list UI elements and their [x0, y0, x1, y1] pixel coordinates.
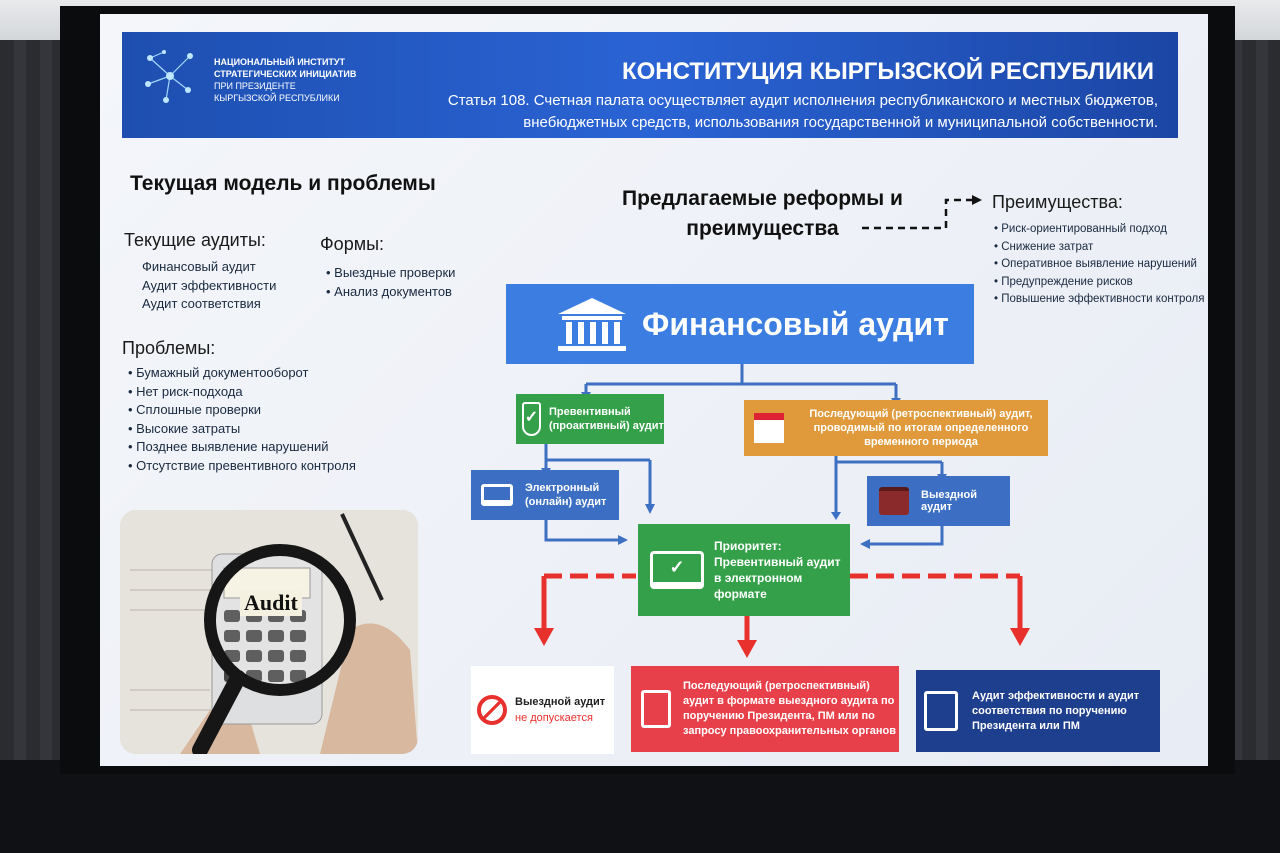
efficiency-compliance-audit-label: Аудит эффективности и аудит соответствия по поручению Президента или ПМ: [972, 689, 1140, 732]
list-item-text: Риск-ориентированный подход: [1001, 223, 1167, 235]
calendar-icon: [754, 413, 784, 443]
field-audit-box: [867, 476, 1010, 526]
list-item-text: Позднее выявление нарушений: [136, 439, 329, 454]
audit-label: Audit: [240, 590, 302, 616]
list-item: • Нет риск-подхода: [128, 383, 243, 399]
list-item: • Сплошные проверки: [128, 402, 262, 417]
reforms-heading-line-2: преимущества: [686, 217, 839, 240]
retrospective-audit-box: [744, 400, 1048, 456]
institute-line-2: СТРАТЕГИЧЕСКИХ ИНИЦИАТИВ: [214, 69, 357, 79]
list-item-text: Бумажный документооборот: [136, 365, 309, 380]
list-item: • Высокие затраты: [128, 420, 241, 436]
list-item: Аудит эффективности: [142, 277, 277, 293]
list-item-text: Выездные проверки: [334, 265, 456, 280]
electronic-audit-label: Электронный (онлайн) аудит: [525, 482, 607, 508]
retrospective-field-audit-box: [631, 666, 899, 752]
preventive-audit-label: Превентивный (проактивный) аудит: [548, 406, 664, 432]
priority-label: Приоритет: Превентивный аудит в электронном формате: [714, 539, 841, 601]
list-item-text: Отсутствие превентивного контроля: [136, 457, 356, 473]
list-item: Финансовый аудит: [142, 259, 256, 274]
article-line-2: внебюджетных средств, использования государственной и муниципальной собственности.: [523, 114, 1158, 131]
reforms-heading-line-1: Предлагаемые реформы и: [622, 187, 903, 210]
efficiency-compliance-audit-box: [916, 670, 1160, 752]
bank-building-icon: [552, 294, 632, 354]
prohibited-briefcase-icon: [477, 695, 507, 725]
laptop-shield-icon: ✓: [650, 551, 704, 589]
list-item: • Снижение затрат: [994, 240, 1094, 253]
list-item: • Бумажный документооборот: [128, 365, 309, 380]
presentation-slide: [100, 14, 1208, 766]
financial-audit-box: [506, 284, 974, 364]
benefits-title: Преимущества:: [992, 192, 1123, 212]
list-item: • Предупреждение рисков: [994, 275, 1133, 288]
list-item-text: Нет риск-подхода: [136, 383, 243, 399]
list-item: • Позднее выявление нарушений: [128, 439, 329, 454]
financial-audit-label: Финансовый аудит: [642, 305, 949, 342]
briefcase-icon: [879, 487, 909, 515]
shield-check-icon: ✓: [522, 402, 541, 436]
list-item-text: Предупреждение рисков: [1001, 275, 1133, 288]
retrospective-audit-label: Последующий (ретроспективный) аудит, проводимый по итогам определенного временного периода: [809, 408, 1033, 448]
list-item-text: Повышение эффективности контроля: [1001, 293, 1205, 305]
list-item-text: Снижение затрат: [1001, 240, 1094, 253]
field-audit-not-allowed-box: [471, 666, 614, 754]
field-audit-not-allowed-text: [515, 694, 605, 726]
institute-line-4: КЫРГЫЗСКОЙ РЕСПУБЛИКИ: [214, 93, 340, 103]
list-item-text: Оперативное выявление нарушений: [1001, 258, 1197, 270]
constitution-title: КОНСТИТУЦИЯ КЫРГЫЗСКОЙ РЕСПУБЛИКИ: [621, 58, 1154, 85]
forms-title: Формы:: [320, 234, 385, 254]
current-model-heading: Текущая модель и проблемы: [130, 172, 436, 195]
list-item: Аудит соответствия: [142, 296, 261, 311]
priority-box: [638, 524, 850, 616]
preventive-audit-box: [516, 394, 664, 444]
laptop-icon: [481, 484, 513, 506]
field-audit-label: Выездной аудит: [921, 489, 978, 513]
institute-line-3: ПРИ ПРЕЗИДЕНТЕ: [214, 81, 296, 91]
current-audits-title: Текущие аудиты:: [124, 230, 266, 250]
list-item-text: Сплошные проверки: [136, 402, 262, 417]
list-item-text: Высокие затраты: [136, 420, 241, 436]
electronic-audit-box: [471, 470, 619, 520]
list-item: • Выездные проверки: [326, 265, 456, 280]
list-item: • Повышение эффективности контроля: [994, 293, 1205, 305]
list-item: • Отсутствие превентивного контроля: [128, 457, 356, 473]
list-item: • Анализ документов: [326, 283, 452, 299]
not-allowed-title: Выездной аудит: [515, 696, 606, 708]
problems-title: Проблемы:: [122, 338, 216, 358]
checklist-magnifier-icon: [924, 691, 958, 731]
document-gavel-icon: [641, 690, 671, 728]
list-item: • Оперативное выявление нарушений: [994, 258, 1197, 270]
list-item: • Риск-ориентированный подход: [994, 223, 1167, 235]
retrospective-field-audit-label: Последующий (ретроспективный) аудит в формате выездного аудита по поручению Президента, ПМ или по запросу правоохранительных органов: [683, 680, 897, 737]
article-line-1: Статья 108. Счетная палата осуществляет аудит исполнения республиканского и местных бюджетов,: [447, 92, 1158, 109]
diagram-connectors: [100, 14, 1208, 766]
institute-line-1: НАЦИОНАЛЬНЫЙ ИНСТИТУТ: [214, 57, 346, 67]
not-allowed-subtitle: не допускается: [515, 712, 593, 724]
list-item-text: Анализ документов: [334, 283, 452, 299]
